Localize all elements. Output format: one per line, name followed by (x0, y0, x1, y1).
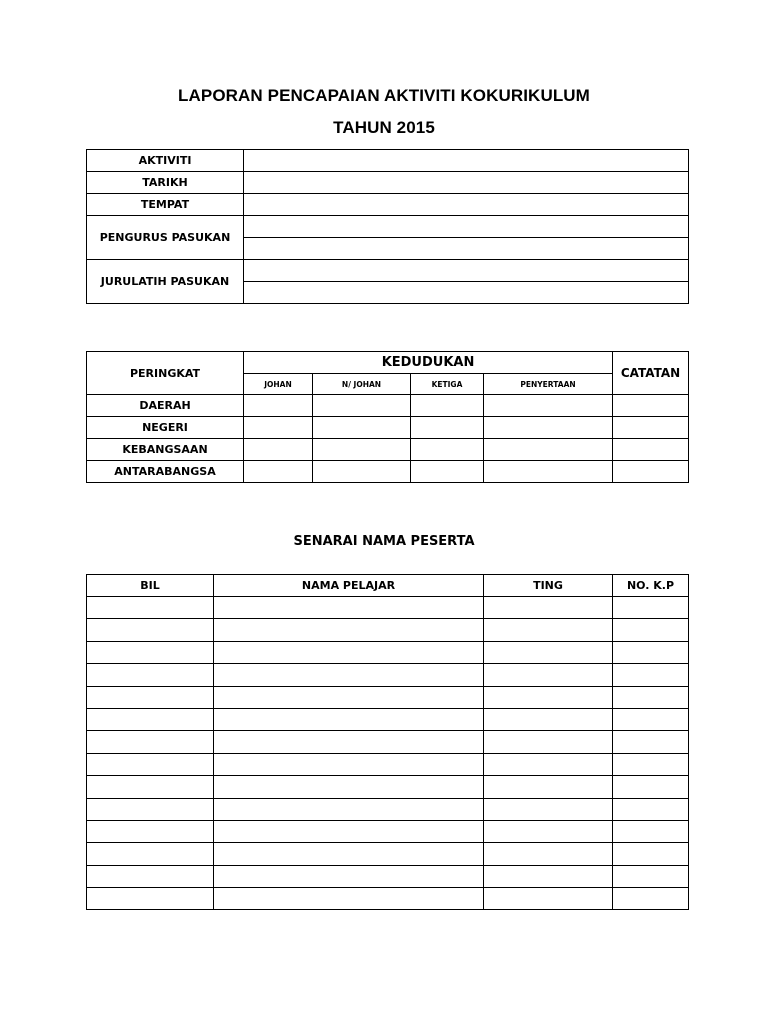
table-cell[interactable] (313, 417, 411, 439)
aktiviti-value-cell[interactable] (244, 150, 689, 172)
table-cell[interactable] (313, 439, 411, 461)
table-cell[interactable] (87, 888, 214, 910)
position-ketiga-header: KETIGA (411, 374, 484, 395)
table-cell[interactable] (214, 820, 484, 842)
table-row (87, 731, 689, 753)
kedudukan-header: KEDUDUKAN (244, 352, 613, 374)
table-cell[interactable] (613, 753, 689, 775)
table-cell[interactable] (87, 641, 214, 663)
level-kebangsaan: KEBANGSAAN (87, 439, 244, 461)
table-cell[interactable] (484, 597, 613, 619)
table-cell[interactable] (214, 664, 484, 686)
table-cell[interactable] (613, 664, 689, 686)
table-cell[interactable] (613, 820, 689, 842)
table-cell[interactable] (87, 753, 214, 775)
peringkat-header: PERINGKAT (87, 352, 244, 395)
table-row (87, 597, 689, 619)
pengurus-value-cell-1[interactable] (244, 216, 689, 238)
table-cell[interactable] (484, 843, 613, 865)
table-row (87, 439, 689, 461)
table-cell[interactable] (484, 865, 613, 887)
table-cell[interactable] (484, 731, 613, 753)
table-cell[interactable] (613, 641, 689, 663)
table-cell[interactable] (484, 888, 613, 910)
level-daerah: DAERAH (87, 395, 244, 417)
pengurus-value-cell-2[interactable] (244, 238, 689, 260)
table-row (87, 417, 689, 439)
column-ting-header: TING (484, 575, 613, 597)
participants-section-title: SENARAI NAMA PESERTA (293, 534, 475, 549)
table-cell[interactable] (87, 820, 214, 842)
table-cell[interactable] (214, 731, 484, 753)
participants-table (86, 574, 689, 910)
table-cell[interactable] (411, 417, 484, 439)
table-cell[interactable] (87, 865, 214, 887)
table-cell[interactable] (484, 820, 613, 842)
label-tarikh: TARIKH (87, 172, 244, 194)
table-cell[interactable] (214, 753, 484, 775)
table-cell[interactable] (484, 686, 613, 708)
table-cell[interactable] (613, 686, 689, 708)
table-cell[interactable] (484, 417, 613, 439)
table-cell[interactable] (484, 798, 613, 820)
table-cell[interactable] (214, 619, 484, 641)
position-penyertaan-header: PENYERTAAN (484, 374, 613, 395)
label-aktiviti: AKTIVITI (87, 150, 244, 172)
table-row (87, 461, 689, 483)
table-cell[interactable] (313, 395, 411, 417)
table-row (87, 888, 689, 910)
jurulatih-value-cell-2[interactable] (244, 282, 689, 304)
table-row (87, 820, 689, 842)
table-cell[interactable] (244, 439, 313, 461)
table-row (87, 172, 689, 194)
table-row (87, 150, 689, 172)
table-cell[interactable] (244, 395, 313, 417)
table-cell[interactable] (484, 439, 613, 461)
table-cell[interactable] (613, 619, 689, 641)
table-row (87, 664, 689, 686)
table-cell[interactable] (484, 461, 613, 483)
table-row (87, 753, 689, 775)
tarikh-value-cell[interactable] (244, 172, 689, 194)
table-cell[interactable] (244, 417, 313, 439)
column-no-kp-header: NO. K.P (613, 575, 689, 597)
table-cell[interactable] (613, 865, 689, 887)
column-nama-pelajar-header: NAMA PELAJAR (214, 575, 484, 597)
table-cell[interactable] (214, 686, 484, 708)
table-header-row (87, 575, 689, 597)
document-year: TAHUN 2015 (333, 118, 435, 137)
table-row (87, 260, 689, 282)
table-cell[interactable] (87, 843, 214, 865)
table-cell[interactable] (313, 461, 411, 483)
table-row (87, 708, 689, 730)
table-cell[interactable] (411, 439, 484, 461)
table-cell[interactable] (613, 395, 689, 417)
table-cell[interactable] (244, 461, 313, 483)
table-cell[interactable] (613, 417, 689, 439)
table-cell[interactable] (613, 888, 689, 910)
table-cell[interactable] (87, 731, 214, 753)
table-cell[interactable] (214, 843, 484, 865)
table-cell[interactable] (613, 798, 689, 820)
level-negeri: NEGERI (87, 417, 244, 439)
table-row (87, 194, 689, 216)
table-cell[interactable] (87, 798, 214, 820)
table-cell[interactable] (214, 708, 484, 730)
table-row (87, 686, 689, 708)
table-cell[interactable] (484, 753, 613, 775)
table-cell[interactable] (87, 776, 214, 798)
table-cell[interactable] (484, 641, 613, 663)
jurulatih-value-cell-1[interactable] (244, 260, 689, 282)
label-jurulatih-pasukan: JURULATIH PASUKAN (87, 260, 244, 304)
document-title: LAPORAN PENCAPAIAN AKTIVITI KOKURIKULUM (178, 86, 590, 105)
table-cell[interactable] (87, 619, 214, 641)
table-row (87, 776, 689, 798)
table-row (87, 619, 689, 641)
label-tempat: TEMPAT (87, 194, 244, 216)
table-cell[interactable] (214, 641, 484, 663)
table-cell[interactable] (613, 708, 689, 730)
table-cell[interactable] (214, 798, 484, 820)
level-antarabangsa: ANTARABANGSA (87, 461, 244, 483)
activity-info-table (86, 149, 689, 304)
table-cell[interactable] (613, 597, 689, 619)
table-row (87, 843, 689, 865)
position-johan-header: JOHAN (244, 374, 313, 395)
table-cell[interactable] (613, 843, 689, 865)
achievement-table (86, 351, 689, 483)
table-cell[interactable] (484, 664, 613, 686)
table-cell[interactable] (613, 731, 689, 753)
table-cell[interactable] (214, 776, 484, 798)
table-row (87, 798, 689, 820)
table-row (87, 216, 689, 238)
table-cell[interactable] (411, 461, 484, 483)
table-row (87, 395, 689, 417)
table-cell[interactable] (484, 776, 613, 798)
table-row (87, 641, 689, 663)
table-row (87, 865, 689, 887)
table-cell[interactable] (411, 395, 484, 417)
table-cell[interactable] (87, 708, 214, 730)
label-pengurus-pasukan: PENGURUS PASUKAN (87, 216, 244, 260)
table-cell[interactable] (484, 395, 613, 417)
position-naib-johan-header: N/ JOHAN (313, 374, 411, 395)
tempat-value-cell[interactable] (244, 194, 689, 216)
table-cell[interactable] (484, 619, 613, 641)
table-cell[interactable] (87, 686, 214, 708)
table-cell[interactable] (214, 865, 484, 887)
table-cell[interactable] (484, 708, 613, 730)
table-cell[interactable] (613, 776, 689, 798)
table-cell[interactable] (87, 664, 214, 686)
table-cell[interactable] (613, 439, 689, 461)
table-cell[interactable] (87, 597, 214, 619)
catatan-header: CATATAN (613, 352, 689, 395)
column-bil-header: BIL (87, 575, 214, 597)
table-cell[interactable] (613, 461, 689, 483)
table-header-row (87, 352, 689, 374)
table-cell[interactable] (214, 888, 484, 910)
table-cell[interactable] (214, 597, 484, 619)
